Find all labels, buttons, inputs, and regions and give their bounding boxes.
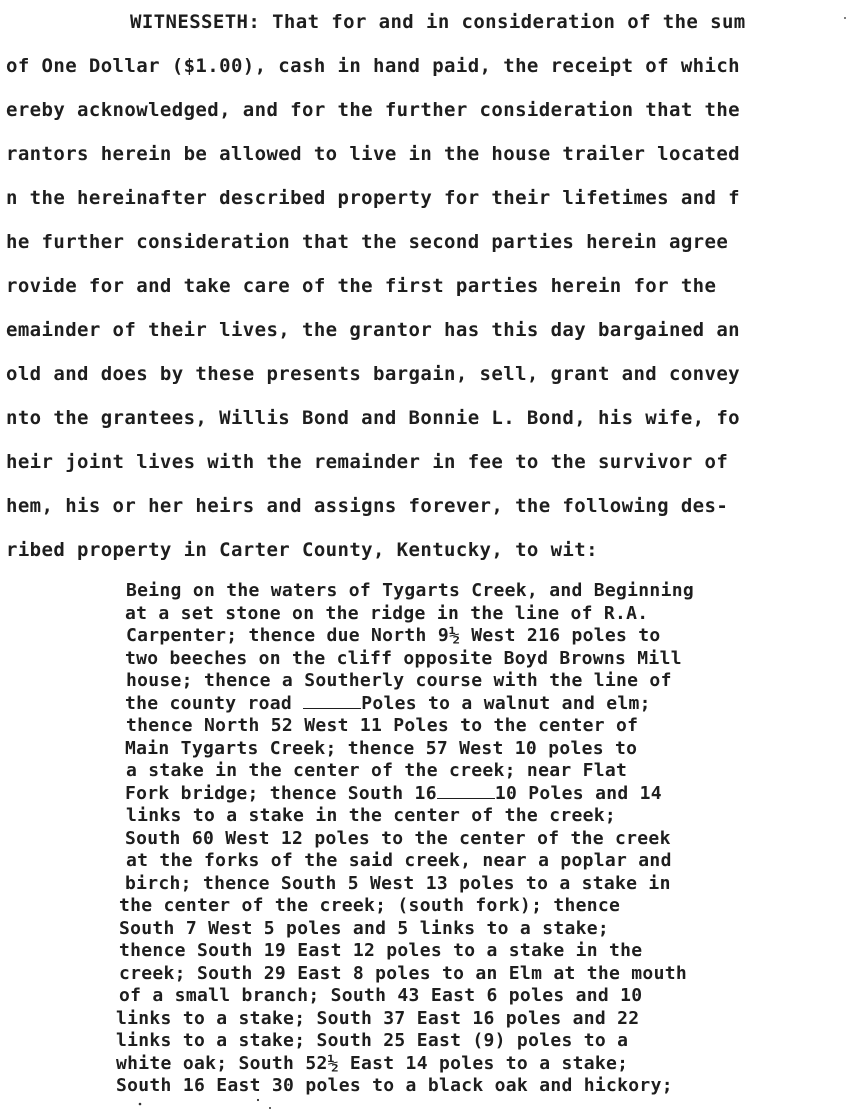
text-line-with-blank	[116, 693, 846, 716]
property-description	[116, 580, 846, 1098]
text-line: hem, his or her heirs and assigns forever, the following des-	[6, 495, 729, 517]
text-line: links to a stake; South 25 East (9) poles to a	[116, 1030, 629, 1051]
text-line: links to a stake in the center of the creek;	[126, 805, 617, 826]
text-line: South 16 East 30 poles to a black oak and hickory;	[116, 1075, 673, 1096]
text-line: birch; thence South 5 West 13 poles to a stake in	[125, 872, 671, 894]
line-text: Poles to a walnut and elm;	[361, 692, 651, 714]
line-text: Fork bridge; thence South 16	[125, 782, 437, 804]
text-line: he further consideration that the second parties herein agree	[6, 231, 729, 253]
text-line: Main Tygarts Creek; thence 57 West 10 poles to	[125, 737, 638, 759]
text-line: heir joint lives with the remainder in fee to the survivor of	[6, 451, 729, 473]
blank-underline	[303, 694, 361, 709]
text-line: WITNESSETH: That for and in consideration of the sum	[130, 11, 746, 33]
text-line: house; thence a Southerly course with the line of	[126, 670, 672, 691]
text-line: n the hereinafter described property for their lifetimes and f	[6, 187, 741, 209]
blank-underline	[437, 784, 495, 799]
text-line: ribed property in Carter County, Kentucky, to wit:	[6, 539, 598, 561]
text-line: of One Dollar ($1.00), cash in hand paid, the receipt of which	[6, 55, 741, 77]
text-line: white oak; South 52½ East 14 poles to a stake;	[116, 1052, 629, 1074]
text-line: Carpenter; thence due North 9½ West 216 poles to	[126, 625, 661, 646]
text-line: ereby acknowledged, and for the further consideration that the	[6, 99, 741, 121]
text-line: nto the grantees, Willis Bond and Bonnie L. Bond, his wife, fo	[6, 407, 741, 429]
text-line: of a small branch; South 43 East 6 poles and 10	[119, 985, 643, 1006]
text-line: South 60 West 12 poles to the center of the creek	[125, 827, 671, 849]
text-line: thence South 19 East 12 poles to a stake in the	[119, 940, 643, 961]
text-line: links to a stake; South 37 East 16 poles and 22	[116, 1007, 640, 1029]
text-line: creek; South 29 East 8 poles to an Elm at the mouth	[119, 962, 687, 984]
line-text: 10 Poles and 14	[494, 782, 662, 804]
text-line-with-blank	[116, 783, 846, 806]
text-line: emainder of their lives, the grantor has this day bargained an	[6, 319, 741, 341]
text-line: thence North 52 West 11 Poles to the center of	[126, 715, 639, 736]
text-line: rovide for and take care of the first parties herein for the	[6, 275, 717, 297]
text-line: a stake in the center of the creek; near Flat	[126, 760, 628, 781]
witnesseth-clause	[6, 5, 848, 577]
text-line: rantors herein be allowed to live in the house trailer located	[6, 143, 741, 165]
text-line: South 7 West 5 poles and 5 links to a stake;	[119, 917, 610, 939]
text-line: the center of the creek; (south fork); thence	[119, 895, 621, 916]
text-line: two beeches on the cliff opposite Boyd Browns Mill	[125, 647, 682, 669]
text-line: at the forks of the said creek, near a poplar and	[126, 850, 672, 871]
text-line: old and does by these presents bargain, sell, grant and convey	[6, 363, 741, 385]
text-line: Being on the waters of Tygarts Creek, and Beginning	[126, 580, 694, 601]
text-line: at a set stone on the ridge in the line of R.A.	[125, 602, 649, 624]
line-text: the county road	[125, 692, 293, 714]
